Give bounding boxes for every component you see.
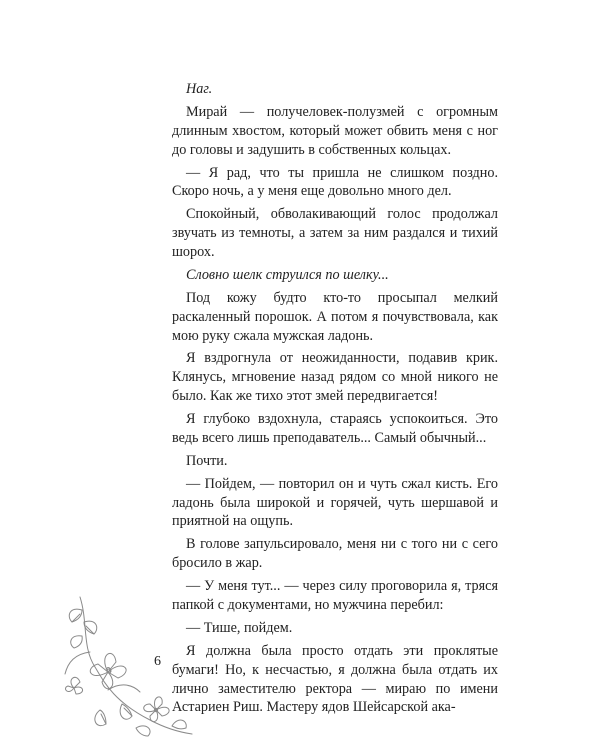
paragraph: Под кожу будто кто-то просыпал мелкий раскаленный порошок. А потом я почувствовала, как мою руку сжала мужская ладонь. — [172, 289, 498, 344]
paragraph: В голове запульсировало, меня ни с того ни с сего бросило в жар. — [172, 536, 498, 572]
paragraph: Я глубоко вздохнула, стараясь успокоиться. Это ведь всего лишь преподаватель... Самый обычный... — [172, 411, 498, 446]
paragraph: Словно шелк струился по шелку... — [186, 266, 389, 283]
paragraph: — У меня тут... — через силу проговорила я, тряся папкой с документами, но мужчина перебил: — [172, 578, 498, 613]
paragraph: Я должна была просто отдать эти проклятые бумаги! Но, к несчастью, я должна была отдать их лично заместителю ректора — мираю по имени Астариен Риш. Мастеру ядов Шейсарской ака- — [172, 642, 498, 716]
page-number: 6 — [154, 654, 161, 669]
paragraph: Спокойный, обволакивающий голос продолжал звучать из темноты, а затем за ним раздался и тихий шорох. — [172, 206, 498, 260]
floral-flourish-icon — [60, 592, 195, 742]
paragraph: Почти. — [186, 452, 228, 469]
book-text — [172, 80, 498, 721]
paragraph: Я вздрогнула от неожиданности, подавив крик. Клянусь, мгновение назад рядом со мной никого не было. Как же тихо этот змей передвигается! — [172, 350, 498, 405]
paragraph: Мирай — получеловек-полузмей с огромным длинным хвостом, который может обвить меня с ног до головы и задушить в собственных кольцах. — [172, 103, 498, 158]
paragraph: Наг. — [186, 81, 213, 97]
paragraph: — Пойдем, — повторил он и чуть сжал кисть. Его ладонь была широкой и горячей, чуть шершавой и приятной на ощупь. — [172, 475, 498, 530]
paragraph: — Я рад, что ты пришла не слишком поздно. Скоро ночь, а у меня еще довольно много дел. — [172, 164, 498, 200]
paragraph: — Тише, пойдем. — [186, 619, 293, 636]
